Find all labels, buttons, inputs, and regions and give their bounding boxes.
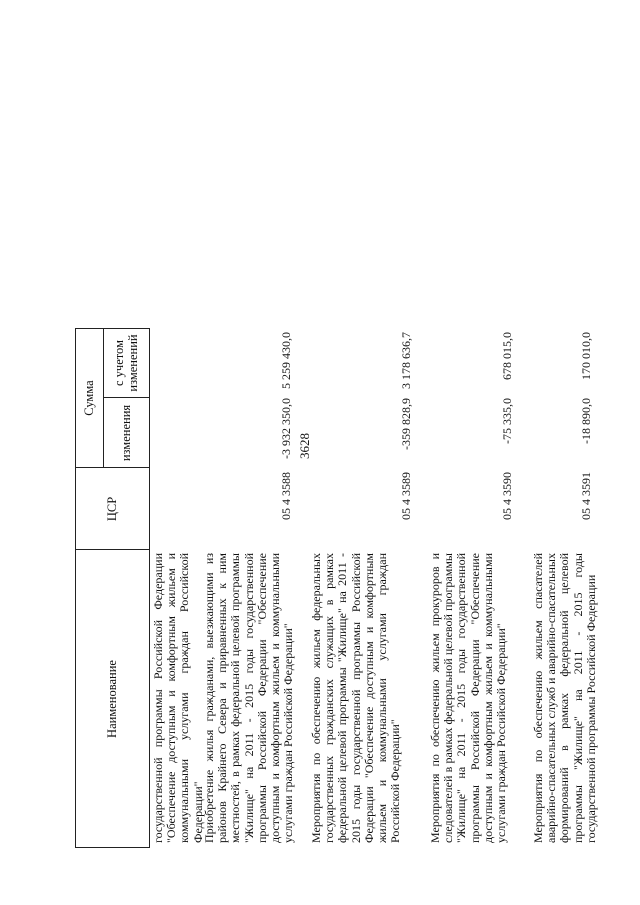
row-change: -359 828,9 (399, 398, 413, 450)
rotated-page (75, 48, 598, 848)
row-csr: 05 4 3589 (399, 472, 413, 520)
row-total: 3 178 636,7 (399, 332, 413, 389)
budget-table (75, 48, 598, 848)
row-csr: 05 4 3591 (579, 472, 593, 520)
row-name: Приобретение жилья гражданами, выезжающими из районов Крайнего Севера и приравненных к ним местностей, в рамках федеральной целевой программы "Жилище" на 2011 - 2015 годы государственной программы Российской Федерации "Обеспечение доступным и комфортным жильем и коммунальными услугами граждан Российской Федерации" (202, 553, 296, 843)
row-csr: 05 4 3588 (279, 472, 293, 520)
header-with-changes: с учетом изменений (112, 334, 140, 392)
header-bottom-border (149, 328, 150, 848)
row-name: Мероприятия по обеспечению жильем федеральных государственных гражданских служащих в рамках федеральной целевой программы "Жилище" на 2011 - 2015 годы государственной программы Российской Федерации "Обеспечение доступным и комфортным жильем и коммунальными услугами граждан Российской Федерации" (309, 553, 403, 843)
row-total: 678 015,0 (500, 332, 514, 380)
row-csr: 05 4 3590 (500, 472, 514, 520)
row-name: Мероприятия по обеспечению жильем спасателей аварийно-спасательных служб и аварийно-спасательных формирований в рамках федеральной целевой программы "Жилище" на 2011 - 2015 годы государственной программы Российской Федерации (531, 553, 598, 843)
row-change: -18 890,0 (579, 398, 593, 444)
header-csr: ЦСР (105, 496, 119, 522)
page-number: 3628 (297, 433, 312, 459)
row-change: -3 932 350,0 (279, 398, 293, 459)
row-total: 5 259 430,0 (279, 332, 293, 389)
header-sum: Сумма (82, 380, 96, 416)
row-change: -75 335,0 (500, 398, 514, 444)
row-name: Мероприятия по обеспечению жильем прокуроров и следователей в рамках федеральной целевой программы "Жилище" на 2011 - 2015 годы государственной программы Российской Федерации "Обеспечение доступным и комфортным жильем и коммунальными услугами граждан Российской Федерации" (428, 553, 509, 843)
header-name: Наименование (105, 660, 119, 738)
header-changes: изменения (119, 404, 133, 462)
row-name: государственной программы Российской Федерации "Обеспечение доступным и комфортным жильем и коммунальными услугами граждан Российской Федерации" (151, 553, 205, 843)
row-total: 170 010,0 (579, 332, 593, 380)
